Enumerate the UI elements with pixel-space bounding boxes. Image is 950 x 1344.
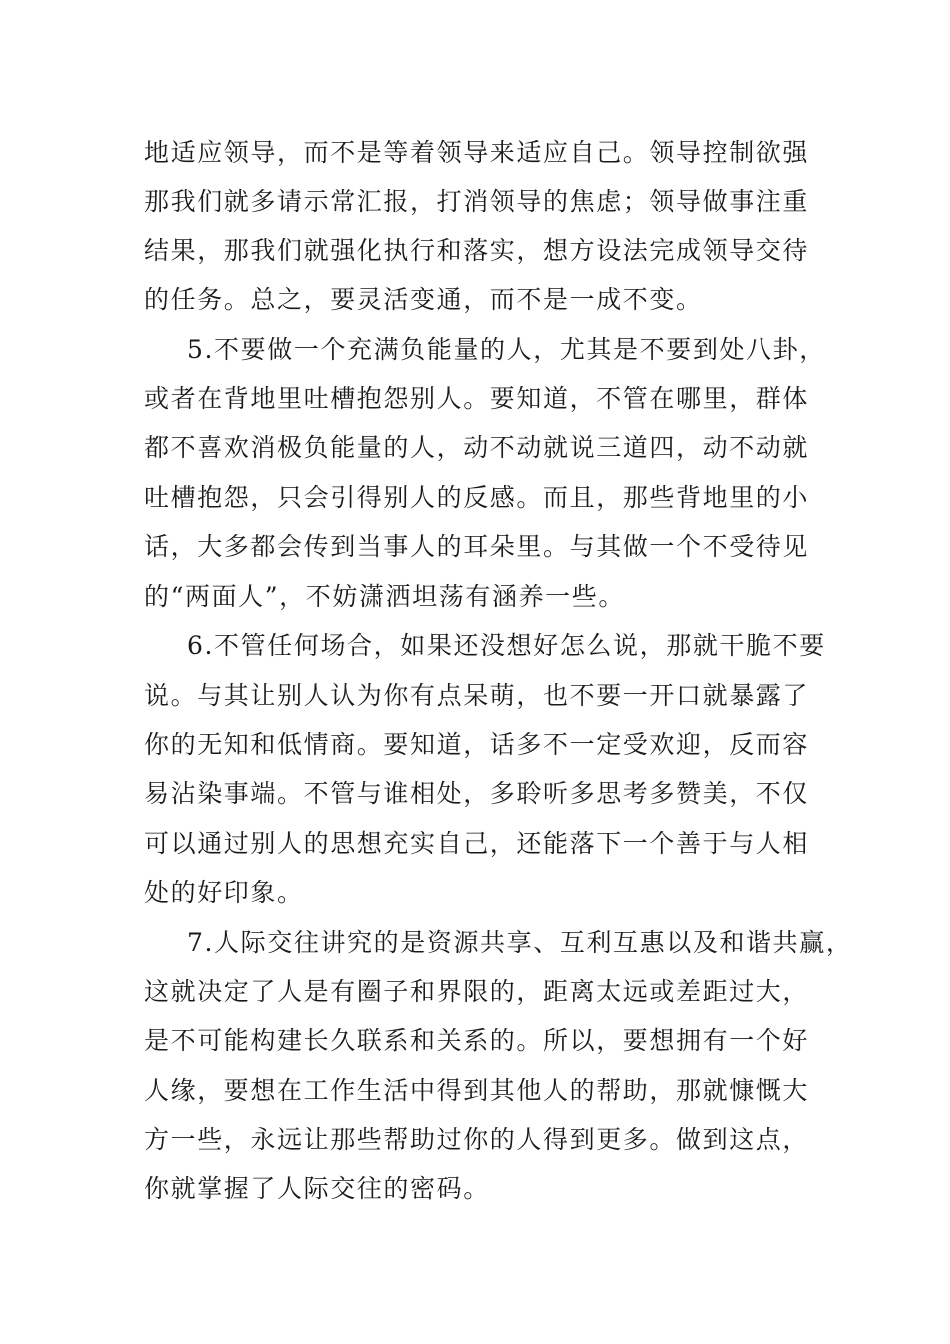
text-line: 结果，那我们就强化执行和落实，想方设法完成领导交待 [144, 236, 810, 265]
text-line: 人缘，要想在工作生活中得到其他人的帮助，那就慷慨大 [144, 1076, 810, 1105]
text-line: 是不可能构建长久联系和关系的。所以，要想拥有一个好 [144, 1026, 810, 1055]
text-line: 你就掌握了人际交往的密码。 [144, 1174, 490, 1203]
text-line: 处的好印象。 [144, 878, 304, 907]
text-line: 说。与其让别人认为你有点呆萌，也不要一开口就暴露了 [144, 681, 810, 710]
text-line: 的任务。总之，要灵活变通，而不是一成不变。 [144, 285, 703, 314]
text-line: 都不喜欢消极负能量的人，动不动就说三道四，动不动就 [144, 433, 810, 462]
text-line: 这就决定了人是有圈子和界限的，距离太远或差距过大， [144, 977, 810, 1006]
text-line: 话，大多都会传到当事人的耳朵里。与其做一个不受待见 [144, 532, 810, 561]
text-line: 5.不要做一个充满负能量的人，尤其是不要到处八卦， [187, 335, 826, 364]
text-line: 那我们就多请示常汇报，打消领导的焦虑；领导做事注重 [144, 187, 810, 216]
text-line: 或者在背地里吐槽抱怨别人。要知道，不管在哪里，群体 [144, 384, 810, 413]
text-line: 6.不管任何场合，如果还没想好怎么说，那就干脆不要 [187, 631, 826, 660]
text-line: 易沾染事端。不管与谁相处，多聆听多思考多赞美，不仅 [144, 779, 810, 808]
text-line: 吐槽抱怨，只会引得别人的反感。而且，那些背地里的小 [144, 483, 810, 512]
text-line: 的“两面人”，不妨潇洒坦荡有涵养一些。 [144, 582, 625, 611]
text-line: 地适应领导，而不是等着领导来适应自己。领导控制欲强 [144, 138, 810, 167]
text-line: 可以通过别人的思想充实自己，还能落下一个善于与人相 [144, 829, 810, 858]
text-line: 方一些，永远让那些帮助过你的人得到更多。做到这点， [144, 1125, 810, 1154]
text-line: 7.人际交往讲究的是资源共享、互利互惠以及和谐共赢， [187, 928, 853, 957]
text-line: 你的无知和低情商。要知道，话多不一定受欢迎，反而容 [144, 730, 810, 759]
